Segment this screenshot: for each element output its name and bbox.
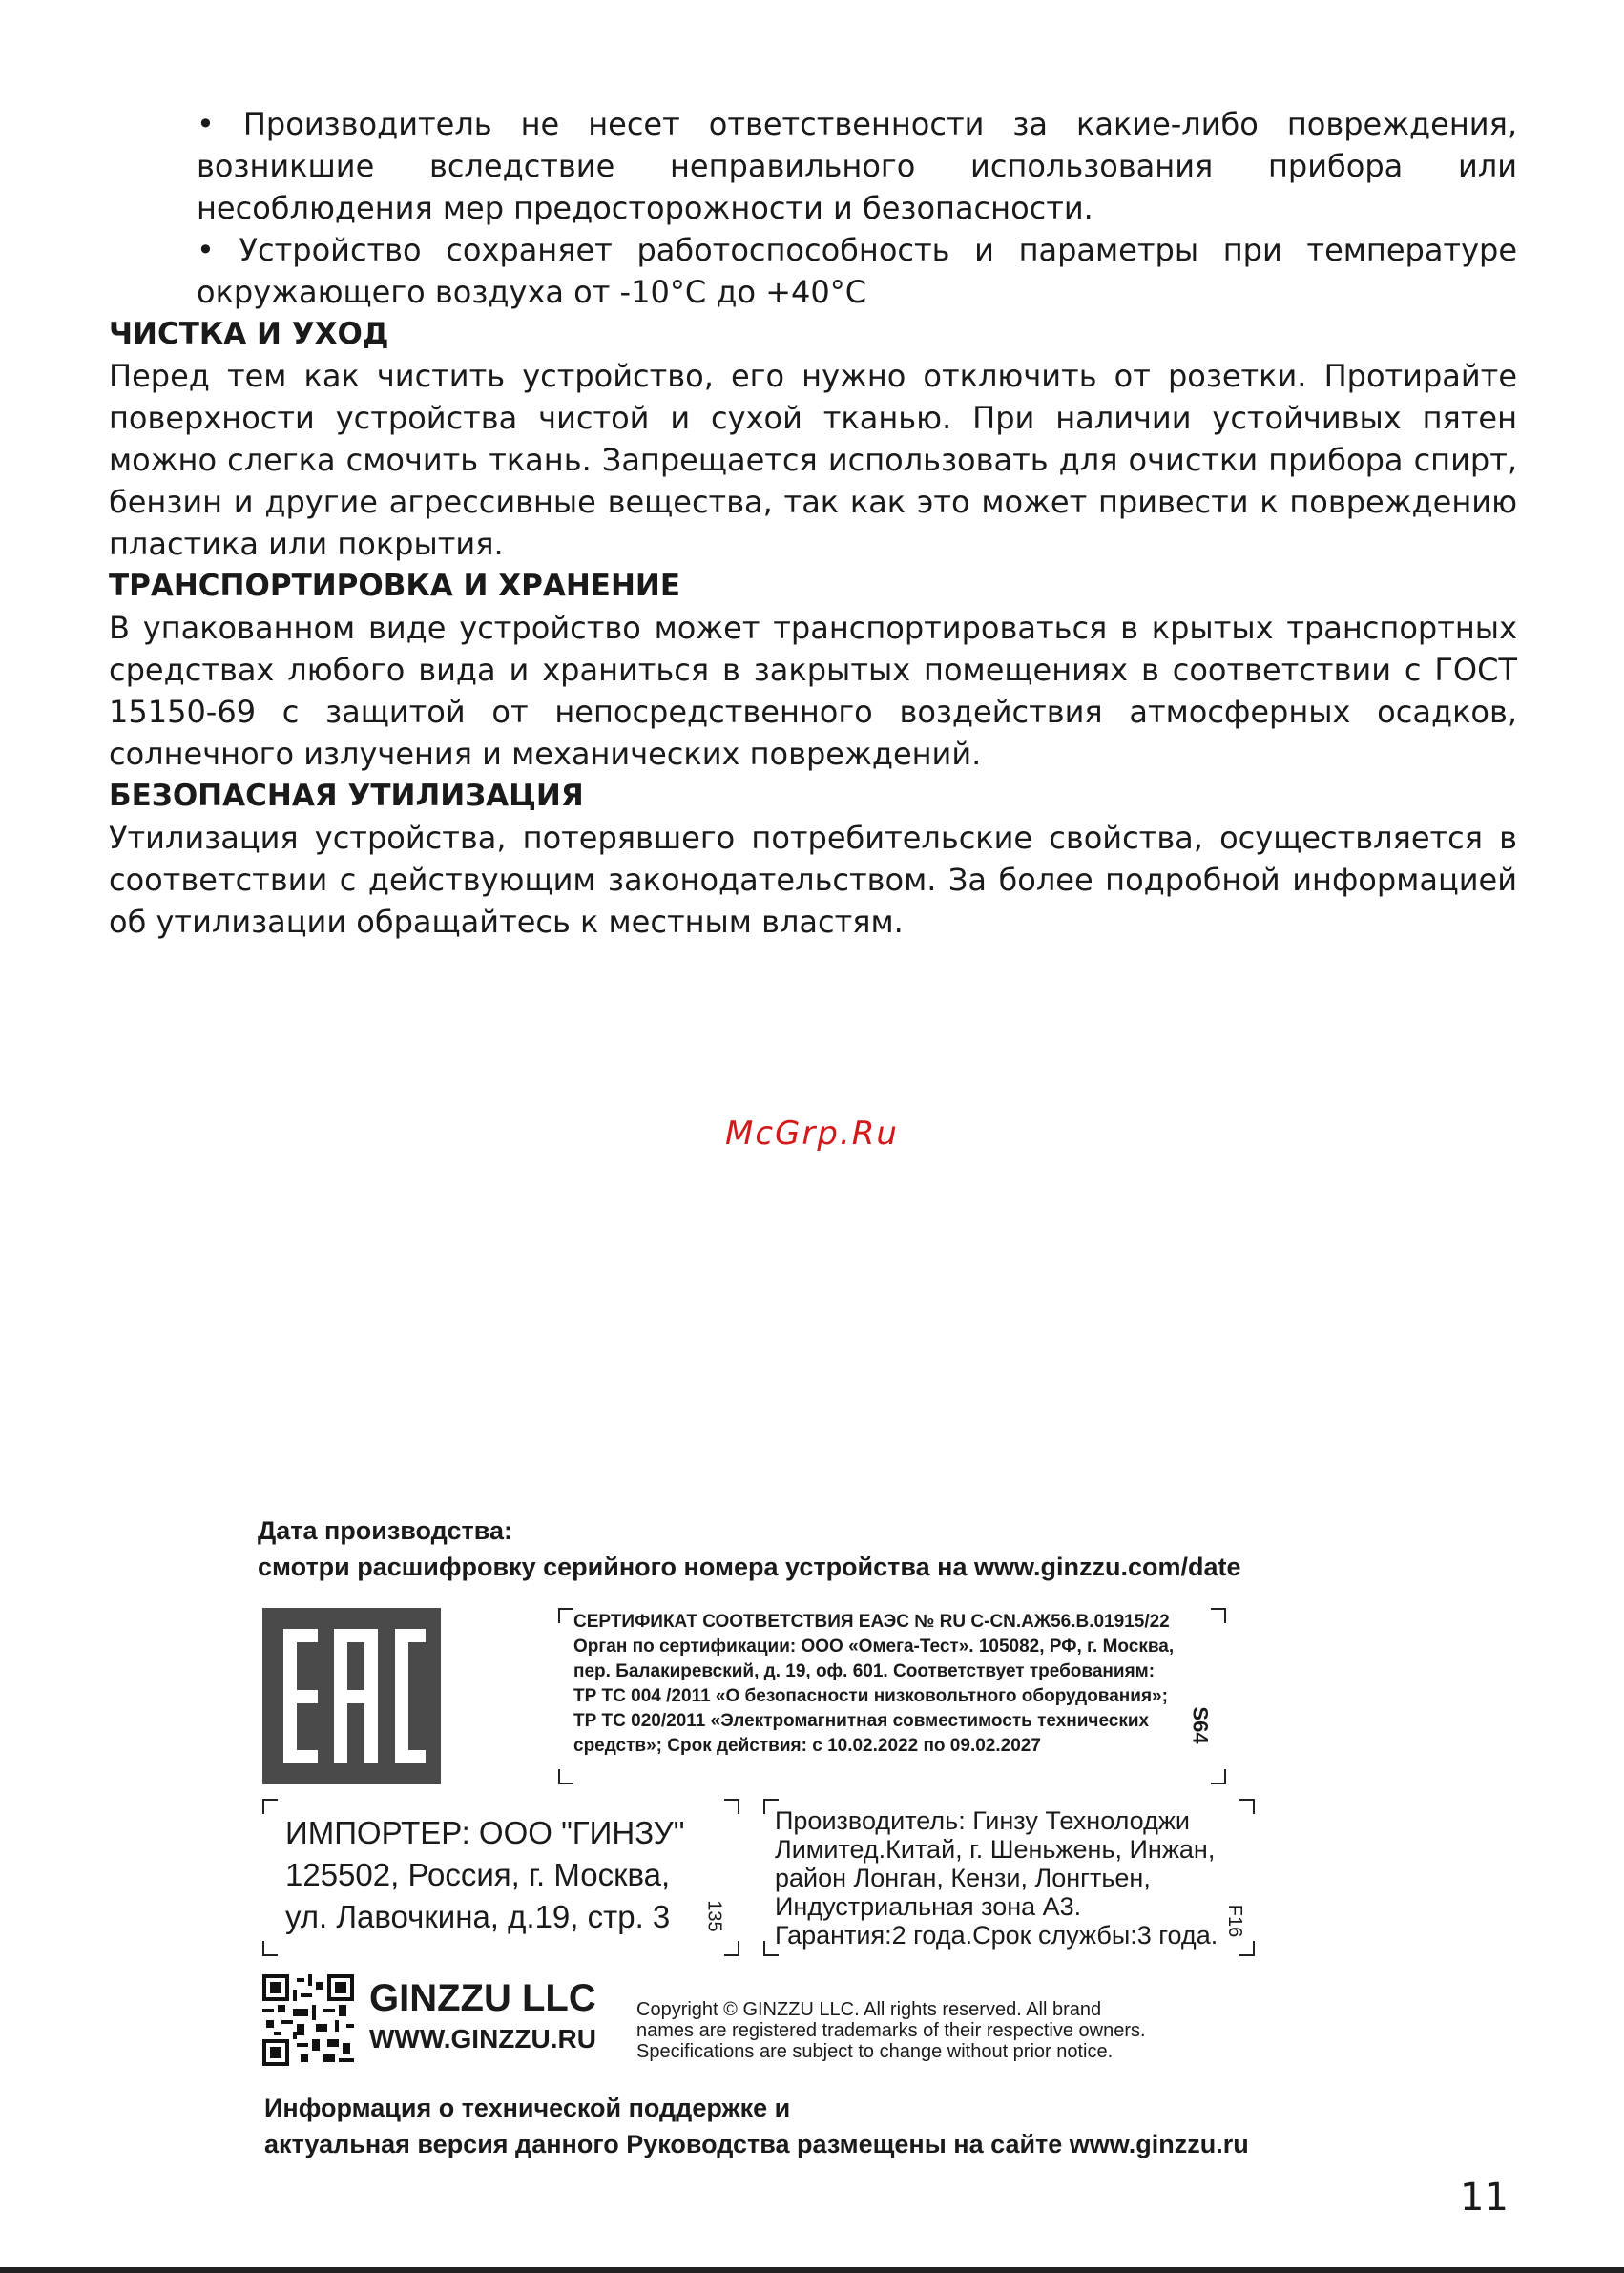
manufacturer-code: F16 <box>1223 1904 1245 1938</box>
copyright-line: Specifications are subject to change without prior notice. <box>636 2041 1114 2062</box>
copyright-line: Copyright © GINZZU LLC. All rights reserved. All brand <box>636 1999 1102 2020</box>
support-line: актуальная версия данного Руководства размещены на сайте www.ginzzu.ru <box>264 2130 1249 2158</box>
production-date-block <box>258 1512 1269 1585</box>
manufacturer-box <box>763 1799 1255 1956</box>
importer-line: 125502, Россия, г. Москва, <box>285 1857 671 1892</box>
eac-logo-icon <box>262 1608 441 1784</box>
brand-row <box>262 1971 1255 2066</box>
cert-code: S64 <box>1188 1706 1213 1744</box>
importer-line: ИМПОРТЕР: ООО "ГИНЗУ" <box>285 1815 685 1850</box>
heading-cleaning: ЧИСТКА И УХОД <box>109 317 389 351</box>
bullet-temperature-range: • Устройство сохраняет работоспособность и параметры при температуре окружающего воздуха от -10°С до +40°С <box>197 232 1517 310</box>
cert-line: Орган по сертификации: ООО «Омега-Тест». 105082, РФ, г. Москва, <box>573 1637 1175 1657</box>
text-disposal: Утилизация устройства, потерявшего потребительские свойства, осуществляется в соответствии с действующим законодательством. За более подробной информацией об утилизации обращайтесь к местным властям. <box>109 820 1517 940</box>
cert-line: пер. Балакиревский, д. 19, оф. 601. Соответствует требованиям: <box>573 1661 1156 1681</box>
cert-line: СЕРТИФИКАТ СООТВЕТСТВИЯ ЕАЭС № RU C-CN.АЖ56.В.01915/22 <box>573 1612 1170 1632</box>
cert-line: средств»; Срок действия: с 10.02.2022 по 09.02.2027 <box>573 1736 1041 1756</box>
bottom-rule <box>0 2267 1624 2273</box>
manufacturer-line: Гарантия:2 года.Срок службы:3 года. <box>775 1921 1218 1950</box>
production-date-title: Дата производства: <box>258 1516 512 1545</box>
importer-line: ул. Лавочкина, д.19, стр. 3 <box>285 1899 671 1934</box>
manufacturer-line: Лимитед.Китай, г. Шеньжень, Инжан, <box>775 1835 1216 1864</box>
manufacturer-line: район Лонган, Кензи, Лонгтьен, <box>775 1864 1151 1892</box>
brand-name: GINZZU LLC <box>369 1977 596 2019</box>
heading-disposal: БЕЗОПАСНАЯ УТИЛИЗАЦИЯ <box>109 779 584 813</box>
bullet-manufacturer-liability: • Производитель не несет ответственности за какие-либо повреждения, возникшие вследствие неправильного использования прибора или несоблюдения мер предосторожности и безопасности. <box>197 106 1517 226</box>
watermark: McGrp.Ru <box>725 1115 899 1153</box>
text-cleaning: Перед тем как чистить устройство, его нужно отключить от розетки. Протирайте поверхности устройства чистой и сухой тканью. При наличии устойчивых пятен можно слегка смочить ткань. Запрещается использовать для очистки прибора спирт, бензин и другие агрессивные вещества, так как это может привести к повреждению пластика или покрытия. <box>109 358 1517 562</box>
support-line: Информация о технической поддержке и <box>264 2094 791 2122</box>
qr-code-icon <box>262 1974 354 2066</box>
brand-website: WWW.GINZZU.RU <box>369 2024 596 2054</box>
page-number: 11 <box>1460 2176 1509 2220</box>
certificate-box <box>558 1608 1226 1784</box>
cert-line: ТР ТС 004 /2011 «О безопасности низковольтного оборудования»; <box>573 1686 1168 1706</box>
manufacturer-line: Индустриальная зона А3. <box>775 1892 1082 1921</box>
support-info <box>264 2090 1276 2162</box>
importer-manufacturer-row <box>262 1799 1255 1956</box>
certificate-row <box>262 1608 1260 1784</box>
copyright-notice <box>636 1999 1257 2062</box>
copyright-line: names are registered trademarks of their respective owners. <box>636 2020 1146 2041</box>
cert-line: ТР ТС 020/2011 «Электромагнитная совместимость технических <box>573 1711 1150 1731</box>
importer-code: 135 <box>703 1900 725 1932</box>
manufacturer-line: Производитель: Гинзу Технолоджи <box>775 1806 1190 1835</box>
importer-box <box>262 1799 739 1956</box>
text-transport-storage: В упакованном виде устройство может транспортироваться в крытых транспортных средствах любого вида и храниться в закрытых помещениях в соответствии с ГОСТ 15150-69 с защитой от непосредственного воздействия атмосферных осадков, солнечного излучения и механических повреждений. <box>109 610 1517 772</box>
manual-text <box>109 103 1517 943</box>
heading-transport-storage: ТРАНСПОРТИРОВКА И ХРАНЕНИЕ <box>109 569 681 603</box>
production-date-text: смотри расшифровку серийного номера устройства на www.ginzzu.com/date <box>258 1553 1241 1581</box>
